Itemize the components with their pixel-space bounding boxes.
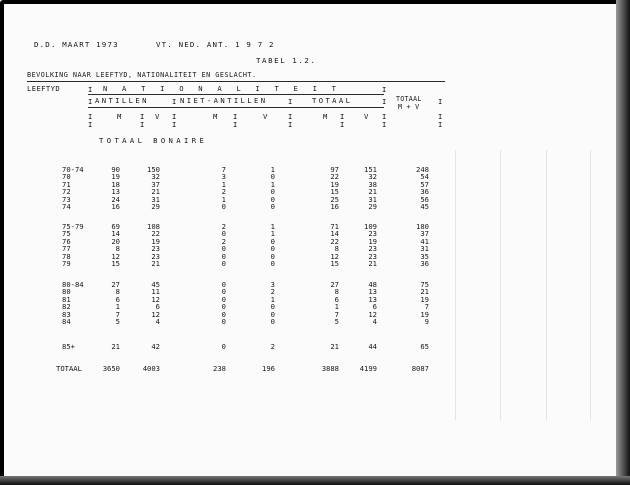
- table-cell-t: 45: [420, 202, 429, 211]
- column-divider: I: [382, 85, 387, 94]
- table-cell-tv: 23: [368, 244, 377, 253]
- table-cell-am: 16: [111, 202, 120, 211]
- table-cell-nv: 0: [270, 317, 275, 326]
- table-cell-tv: 21: [368, 187, 377, 196]
- table-cell-av: 21: [151, 259, 160, 268]
- table-cell-t: 180: [416, 222, 429, 231]
- table-cell-nv: 3: [270, 280, 275, 289]
- column-divider: I: [88, 97, 93, 106]
- table-cell-t: 36: [420, 259, 429, 268]
- table-cell-nm: 0: [221, 202, 226, 211]
- table-cell-av: 6: [155, 302, 160, 311]
- table-cell-tv: 48: [368, 280, 377, 289]
- table-cell-tv: 29: [368, 202, 377, 211]
- table-cell-av: 29: [151, 202, 160, 211]
- column-divider: I: [340, 112, 345, 121]
- table-cell-t: 57: [420, 180, 429, 189]
- table-cell-nm: 1: [221, 195, 226, 204]
- row-label: 77: [62, 244, 71, 253]
- column-divider: I: [140, 120, 145, 129]
- table-cell-am: 69: [111, 222, 120, 231]
- table-cell-tv: 32: [368, 172, 377, 181]
- table-cell-av: 12: [151, 295, 160, 304]
- table-cell-nm: 2: [221, 222, 226, 231]
- column-divider: I: [172, 120, 177, 129]
- table-cell-av: 4: [155, 317, 160, 326]
- column-antillen-v: V: [155, 112, 160, 121]
- table-cell-nm: 0: [221, 342, 226, 351]
- table-cell-t: 8087: [411, 364, 429, 373]
- row-label: 78: [62, 252, 71, 261]
- header-publication: VT. NED. ANT. 1 9 7 2: [156, 40, 275, 49]
- table-cell-nm: 0: [221, 252, 226, 261]
- column-divider: I: [172, 97, 177, 106]
- table-cell-am: 27: [111, 280, 120, 289]
- table-cell-am: 5: [115, 317, 120, 326]
- table-cell-nv: 0: [270, 202, 275, 211]
- table-cell-nv: 0: [270, 172, 275, 181]
- table-cell-am: 3650: [102, 364, 120, 373]
- table-cell-nv: 0: [270, 237, 275, 246]
- table-cell-tv: 19: [368, 237, 377, 246]
- table-cell-av: 4003: [142, 364, 160, 373]
- table-cell-nv: 1: [270, 295, 275, 304]
- row-label: 84: [62, 317, 71, 326]
- table-cell-nv: 2: [270, 287, 275, 296]
- table-cell-av: 23: [151, 244, 160, 253]
- table-cell-av: 108: [147, 222, 160, 231]
- table-cell-nv: 0: [270, 195, 275, 204]
- table-cell-nv: 1: [270, 229, 275, 238]
- column-divider: I: [233, 120, 238, 129]
- column-divider: I: [88, 85, 93, 94]
- table-cell-t: 7: [424, 302, 429, 311]
- table-cell-av: 31: [151, 195, 160, 204]
- column-age-header: LEEFTYD: [27, 84, 61, 93]
- table-cell-t: 65: [420, 342, 429, 351]
- table-cell-tv: 31: [368, 195, 377, 204]
- table-subtitle: BEVOLKING NAAR LEEFTYD, NATIONALITEIT EN GESLACHT.: [27, 71, 257, 79]
- table-cell-nm: 0: [221, 317, 226, 326]
- table-cell-nv: 2: [270, 342, 275, 351]
- table-cell-t: 37: [420, 229, 429, 238]
- table-cell-tv: 12: [368, 310, 377, 319]
- header-rule-2: [88, 94, 384, 95]
- table-cell-tm: 15: [330, 259, 339, 268]
- table-cell-tm: 16: [330, 202, 339, 211]
- table-cell-nv: 1: [270, 180, 275, 189]
- table-cell-nm: 0: [221, 287, 226, 296]
- row-label: 71: [62, 180, 71, 189]
- table-cell-tm: 97: [330, 165, 339, 174]
- table-cell-am: 12: [111, 252, 120, 261]
- table-cell-nv: 1: [270, 222, 275, 231]
- table-cell-nm: 0: [221, 302, 226, 311]
- table-cell-t: 19: [420, 310, 429, 319]
- table-cell-t: 19: [420, 295, 429, 304]
- row-label: 73: [62, 195, 71, 204]
- table-cell-am: 7: [115, 310, 120, 319]
- table-cell-tm: 25: [330, 195, 339, 204]
- column-divider: I: [382, 97, 387, 106]
- table-cell-t: 9: [424, 317, 429, 326]
- row-label: 82: [62, 302, 71, 311]
- row-label: 75: [62, 229, 71, 238]
- table-cell-av: 32: [151, 172, 160, 181]
- table-cell-am: 8: [115, 287, 120, 296]
- column-totaal-m: M: [323, 112, 328, 121]
- table-cell-t: 21: [420, 287, 429, 296]
- table-cell-tv: 38: [368, 180, 377, 189]
- table-cell-nm: 0: [221, 310, 226, 319]
- table-cell-tm: 3888: [321, 364, 339, 373]
- table-cell-t: 35: [420, 252, 429, 261]
- table-cell-am: 13: [111, 187, 120, 196]
- table-cell-tv: 13: [368, 295, 377, 304]
- row-label: 72: [62, 187, 71, 196]
- table-cell-nm: 238: [213, 364, 226, 373]
- bleed-through-line: [500, 150, 501, 420]
- table-cell-av: 12: [151, 310, 160, 319]
- column-niet-antillen-v: V: [263, 112, 268, 121]
- row-label: 85+: [62, 342, 75, 351]
- table-cell-tm: 15: [330, 187, 339, 196]
- table-cell-tm: 8: [334, 244, 339, 253]
- column-divider: I: [288, 112, 293, 121]
- column-nationality-header: N A T I O N A L I T E I T: [103, 84, 342, 93]
- column-totaal-header: TOTAAL: [312, 96, 353, 105]
- table-cell-tm: 22: [330, 237, 339, 246]
- row-label: 81: [62, 295, 71, 304]
- table-cell-nv: 0: [270, 302, 275, 311]
- table-cell-nm: 0: [221, 295, 226, 304]
- table-cell-tv: 23: [368, 229, 377, 238]
- table-cell-av: 150: [147, 165, 160, 174]
- row-label: TOTAAL: [56, 364, 82, 373]
- table-cell-t: 75: [420, 280, 429, 289]
- table-cell-am: 1: [115, 302, 120, 311]
- table-cell-t: 56: [420, 195, 429, 204]
- table-cell-nm: 0: [221, 244, 226, 253]
- column-divider: I: [288, 120, 293, 129]
- header-date: D.D. MAART 1973: [34, 40, 119, 49]
- column-divider: I: [382, 120, 387, 129]
- table-cell-tm: 7: [334, 310, 339, 319]
- column-niet-antillen-m: M: [213, 112, 218, 121]
- table-cell-tv: 109: [364, 222, 377, 231]
- table-cell-tm: 8: [334, 287, 339, 296]
- table-cell-tm: 27: [330, 280, 339, 289]
- bleed-through-line: [455, 150, 456, 420]
- table-cell-tv: 13: [368, 287, 377, 296]
- table-cell-t: 54: [420, 172, 429, 181]
- row-label: 70-74: [62, 165, 84, 174]
- table-cell-tm: 12: [330, 252, 339, 261]
- table-cell-t: 36: [420, 187, 429, 196]
- table-cell-am: 15: [111, 259, 120, 268]
- column-antillen-m: M: [117, 112, 122, 121]
- table-cell-av: 21: [151, 187, 160, 196]
- table-cell-nv: 0: [270, 252, 275, 261]
- table-cell-av: 11: [151, 287, 160, 296]
- column-divider: I: [340, 120, 345, 129]
- row-label: 75-79: [62, 222, 84, 231]
- table-cell-am: 20: [111, 237, 120, 246]
- table-cell-t: 248: [416, 165, 429, 174]
- column-divider: I: [233, 112, 238, 121]
- section-title: TOTAAL BONAIRE: [99, 136, 208, 145]
- column-divider: I: [140, 112, 145, 121]
- row-label: 74: [62, 202, 71, 211]
- table-cell-am: 19: [111, 172, 120, 181]
- bleed-through-line: [590, 150, 591, 420]
- table-cell-av: 22: [151, 229, 160, 238]
- row-label: 83: [62, 310, 71, 319]
- table-cell-tm: 19: [330, 180, 339, 189]
- column-divider: I: [382, 112, 387, 121]
- table-cell-av: 37: [151, 180, 160, 189]
- table-cell-nv: 0: [270, 187, 275, 196]
- table-cell-nv: 0: [270, 259, 275, 268]
- table-cell-am: 21: [111, 342, 120, 351]
- table-cell-av: 45: [151, 280, 160, 289]
- table-cell-am: 24: [111, 195, 120, 204]
- column-m-plus-v-header: M + V: [398, 103, 420, 111]
- table-cell-tv: 44: [368, 342, 377, 351]
- row-label: 70: [62, 172, 71, 181]
- table-cell-t: 41: [420, 237, 429, 246]
- table-cell-tm: 71: [330, 222, 339, 231]
- header-rule-1: [27, 81, 445, 82]
- table-cell-tm: 1: [334, 302, 339, 311]
- column-divider: I: [88, 112, 93, 121]
- table-cell-nv: 0: [270, 310, 275, 319]
- column-divider: I: [88, 120, 93, 129]
- bleed-through-line: [546, 150, 547, 420]
- table-cell-tm: 21: [330, 342, 339, 351]
- table-cell-av: 42: [151, 342, 160, 351]
- header-rule-3: [88, 107, 384, 108]
- table-cell-am: 6: [115, 295, 120, 304]
- scan-edge-shadow: [616, 0, 630, 485]
- column-antillen-header: ANTILLEN: [95, 96, 149, 105]
- column-divider: I: [438, 112, 443, 121]
- table-cell-tv: 21: [368, 259, 377, 268]
- table-cell-nm: 0: [221, 229, 226, 238]
- table-cell-tv: 4199: [359, 364, 377, 373]
- row-label: 76: [62, 237, 71, 246]
- table-cell-tm: 5: [334, 317, 339, 326]
- table-cell-tv: 151: [364, 165, 377, 174]
- table-cell-tm: 14: [330, 229, 339, 238]
- table-cell-nv: 1: [270, 165, 275, 174]
- row-label: 80: [62, 287, 71, 296]
- table-cell-nm: 2: [221, 237, 226, 246]
- table-cell-nv: 196: [262, 364, 275, 373]
- table-cell-av: 19: [151, 237, 160, 246]
- column-divider: I: [438, 120, 443, 129]
- table-cell-am: 8: [115, 244, 120, 253]
- column-divider: I: [438, 97, 443, 106]
- column-totaal-mv-header: TOTAAL: [396, 95, 422, 103]
- table-cell-am: 14: [111, 229, 120, 238]
- table-cell-tv: 23: [368, 252, 377, 261]
- column-niet-antillen-header: NIET-ANTILLEN: [180, 96, 268, 105]
- table-cell-nm: 0: [221, 259, 226, 268]
- table-cell-t: 31: [420, 244, 429, 253]
- scan-bottom-shadow: [0, 476, 630, 485]
- column-totaal-v: V: [364, 112, 369, 121]
- table-id: TABEL 1.2.: [256, 56, 317, 65]
- row-label: 79: [62, 259, 71, 268]
- table-cell-nm: 7: [221, 165, 226, 174]
- column-divider: I: [288, 97, 293, 106]
- table-cell-am: 18: [111, 180, 120, 189]
- table-cell-nm: 2: [221, 187, 226, 196]
- table-cell-tm: 22: [330, 172, 339, 181]
- table-cell-tv: 6: [372, 302, 377, 311]
- row-label: 80-84: [62, 280, 84, 289]
- table-cell-nm: 0: [221, 280, 226, 289]
- table-cell-am: 90: [111, 165, 120, 174]
- table-cell-tv: 4: [372, 317, 377, 326]
- column-divider: I: [172, 112, 177, 121]
- table-cell-tm: 6: [334, 295, 339, 304]
- table-cell-nm: 1: [221, 180, 226, 189]
- table-cell-av: 23: [151, 252, 160, 261]
- table-cell-nm: 3: [221, 172, 226, 181]
- table-cell-nv: 0: [270, 244, 275, 253]
